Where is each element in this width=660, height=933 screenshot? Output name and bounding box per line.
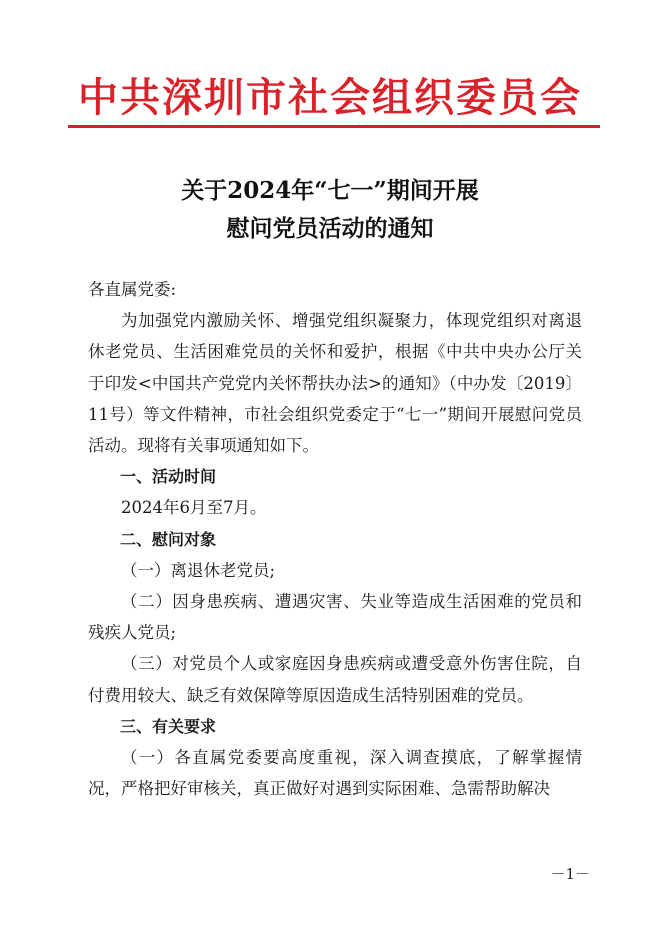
section-3-heading: 三、有关要求 <box>120 716 217 736</box>
section-2-item-1: （一）离退休老党员; <box>121 560 276 580</box>
intro-paragraph: 为加强党内激励关怀、增强党组织凝聚力，体现党组织对离退休老党员、生活困难党员的关怀和爱护，根据《中共中央办公厅关于印发<中国共产党党内关怀帮扶办法>的通知》（中办发〔2019〕11号）等文件精神，市社会组织党委定于“七一”期间开展慰问党员活动。现将有关事项通知如下。 <box>88 311 582 456</box>
section-3-item-1: （一）各直属党委要高度重视，深入调查摸底，了解掌握情况，严格把好审核关，真正做好对遇到实际困难、急需帮助解决 <box>88 748 582 799</box>
salutation: 各直属党委: <box>88 280 177 299</box>
document-body <box>88 274 582 804</box>
issuing-organization-header: 中共深圳市社会组织委员会 <box>78 74 582 121</box>
section-2-item-2: （二）因身患疾病、遭遇灾害、失业等造成生活困难的党员和残疾人党员; <box>88 592 582 643</box>
document-title-line-2: 慰问党员活动的通知 <box>226 215 434 242</box>
section-2-heading: 二、慰问对象 <box>120 529 217 549</box>
red-header-rule <box>68 125 600 128</box>
document-title-line-1: 关于2024年“七一”期间开展 <box>181 177 479 204</box>
document-title <box>60 172 600 248</box>
section-1-text: 2024年6月至7月。 <box>121 498 267 518</box>
section-2-item-3: （三）对党员个人或家庭因身患疾病或遭受意外伤害住院，自付费用较大、缺乏有效保障等原因造成生活特别困难的党员。 <box>88 654 582 705</box>
page-number: －1－ <box>550 865 590 883</box>
section-1-heading: 一、活动时间 <box>120 467 217 487</box>
